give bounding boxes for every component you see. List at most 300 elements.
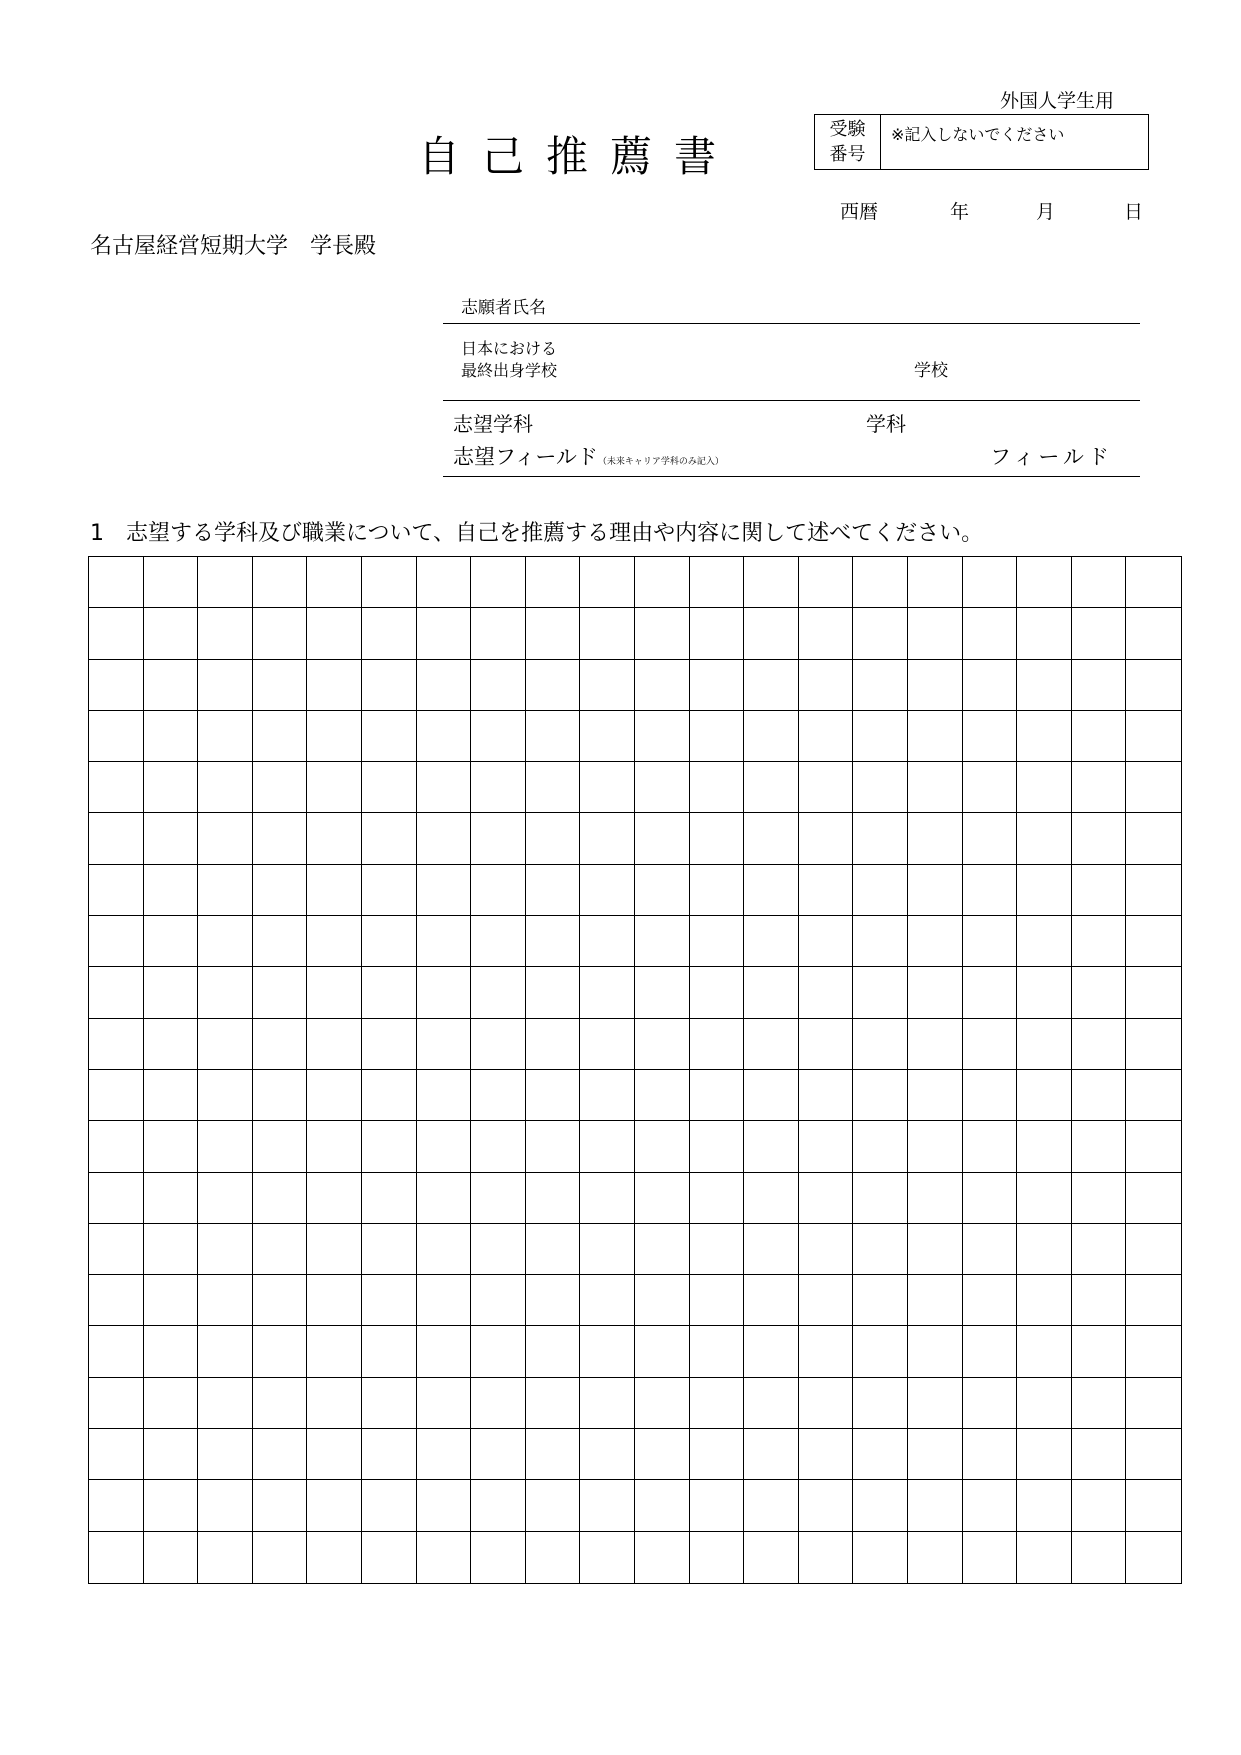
grid-cell[interactable] (908, 1121, 963, 1172)
grid-cell[interactable] (1072, 967, 1127, 1018)
grid-cell[interactable] (417, 1532, 472, 1583)
grid-cell[interactable] (799, 1121, 854, 1172)
grid-cell[interactable] (799, 711, 854, 762)
grid-cell[interactable] (799, 1070, 854, 1121)
grid-cell[interactable] (1126, 1224, 1181, 1275)
grid-cell[interactable] (253, 1173, 308, 1224)
grid-cell[interactable] (1126, 865, 1181, 916)
grid-cell[interactable] (635, 1429, 690, 1480)
grid-cell[interactable] (417, 967, 472, 1018)
grid-cell[interactable] (690, 1275, 745, 1326)
grid-cell[interactable] (417, 1224, 472, 1275)
grid-cell[interactable] (690, 1378, 745, 1429)
grid-cell[interactable] (526, 1275, 581, 1326)
grid-cell[interactable] (1072, 1532, 1127, 1583)
grid-cell[interactable] (144, 711, 199, 762)
grid-cell[interactable] (1126, 608, 1181, 659)
grid-cell[interactable] (690, 660, 745, 711)
grid-cell[interactable] (89, 813, 144, 864)
grid-cell[interactable] (417, 1070, 472, 1121)
grid-cell[interactable] (471, 762, 526, 813)
grid-cell[interactable] (1017, 1275, 1072, 1326)
grid-cell[interactable] (362, 711, 417, 762)
grid-cell[interactable] (144, 608, 199, 659)
grid-cell[interactable] (853, 608, 908, 659)
grid-cell[interactable] (908, 1173, 963, 1224)
grid-cell[interactable] (307, 1429, 362, 1480)
grid-cell[interactable] (89, 608, 144, 659)
grid-cell[interactable] (144, 1019, 199, 1070)
grid-cell[interactable] (799, 1224, 854, 1275)
grid-cell[interactable] (1126, 916, 1181, 967)
grid-cell[interactable] (362, 1173, 417, 1224)
grid-cell[interactable] (1126, 1019, 1181, 1070)
grid-cell[interactable] (253, 1480, 308, 1531)
grid-cell[interactable] (1017, 967, 1072, 1018)
grid-cell[interactable] (799, 916, 854, 967)
grid-cell[interactable] (580, 967, 635, 1018)
grid-cell[interactable] (1126, 1532, 1181, 1583)
grid-cell[interactable] (744, 1173, 799, 1224)
grid-cell[interactable] (417, 865, 472, 916)
grid-cell[interactable] (744, 1070, 799, 1121)
grid-cell[interactable] (89, 1532, 144, 1583)
grid-cell[interactable] (198, 660, 253, 711)
grid-cell[interactable] (690, 762, 745, 813)
grid-cell[interactable] (1017, 660, 1072, 711)
grid-cell[interactable] (89, 557, 144, 608)
grid-cell[interactable] (580, 813, 635, 864)
grid-cell[interactable] (1017, 1429, 1072, 1480)
grid-cell[interactable] (1126, 1480, 1181, 1531)
grid-cell[interactable] (198, 1532, 253, 1583)
grid-cell[interactable] (1126, 1378, 1181, 1429)
grid-cell[interactable] (144, 916, 199, 967)
grid-cell[interactable] (853, 1275, 908, 1326)
grid-cell[interactable] (799, 813, 854, 864)
grid-cell[interactable] (853, 557, 908, 608)
grid-cell[interactable] (963, 1480, 1018, 1531)
grid-cell[interactable] (744, 711, 799, 762)
grid-cell[interactable] (690, 1224, 745, 1275)
grid-cell[interactable] (908, 762, 963, 813)
grid-cell[interactable] (526, 1378, 581, 1429)
grid-cell[interactable] (471, 608, 526, 659)
grid-cell[interactable] (417, 1378, 472, 1429)
grid-cell[interactable] (580, 1173, 635, 1224)
grid-cell[interactable] (417, 1121, 472, 1172)
grid-cell[interactable] (1017, 813, 1072, 864)
grid-cell[interactable] (744, 865, 799, 916)
grid-cell[interactable] (635, 1121, 690, 1172)
grid-cell[interactable] (89, 1275, 144, 1326)
grid-cell[interactable] (635, 1275, 690, 1326)
grid-cell[interactable] (526, 813, 581, 864)
grid-cell[interactable] (417, 916, 472, 967)
grid-cell[interactable] (89, 967, 144, 1018)
grid-cell[interactable] (526, 865, 581, 916)
grid-cell[interactable] (307, 1378, 362, 1429)
grid-cell[interactable] (635, 1173, 690, 1224)
grid-cell[interactable] (635, 1532, 690, 1583)
grid-cell[interactable] (963, 762, 1018, 813)
grid-cell[interactable] (362, 1480, 417, 1531)
grid-cell[interactable] (307, 1326, 362, 1377)
grid-cell[interactable] (853, 1480, 908, 1531)
grid-cell[interactable] (963, 1429, 1018, 1480)
grid-cell[interactable] (307, 813, 362, 864)
grid-cell[interactable] (89, 1121, 144, 1172)
grid-cell[interactable] (89, 711, 144, 762)
grid-cell[interactable] (853, 1378, 908, 1429)
grid-cell[interactable] (362, 762, 417, 813)
grid-cell[interactable] (963, 711, 1018, 762)
grid-cell[interactable] (744, 660, 799, 711)
grid-cell[interactable] (307, 660, 362, 711)
grid-cell[interactable] (1017, 1326, 1072, 1377)
grid-cell[interactable] (1072, 916, 1127, 967)
grid-cell[interactable] (853, 967, 908, 1018)
grid-cell[interactable] (362, 1224, 417, 1275)
grid-cell[interactable] (362, 813, 417, 864)
school-field[interactable] (443, 400, 1140, 401)
grid-cell[interactable] (307, 1275, 362, 1326)
grid-cell[interactable] (963, 1070, 1018, 1121)
grid-cell[interactable] (963, 1224, 1018, 1275)
grid-cell[interactable] (690, 1121, 745, 1172)
grid-cell[interactable] (635, 711, 690, 762)
grid-cell[interactable] (307, 762, 362, 813)
grid-cell[interactable] (635, 1070, 690, 1121)
grid-cell[interactable] (198, 1121, 253, 1172)
grid-cell[interactable] (362, 916, 417, 967)
grid-cell[interactable] (144, 762, 199, 813)
grid-cell[interactable] (253, 711, 308, 762)
grid-cell[interactable] (307, 916, 362, 967)
grid-cell[interactable] (417, 1429, 472, 1480)
grid-cell[interactable] (908, 916, 963, 967)
grid-cell[interactable] (471, 1224, 526, 1275)
grid-cell[interactable] (1017, 711, 1072, 762)
grid-cell[interactable] (744, 1429, 799, 1480)
grid-cell[interactable] (963, 557, 1018, 608)
grid-cell[interactable] (744, 762, 799, 813)
grid-cell[interactable] (1126, 711, 1181, 762)
grid-cell[interactable] (963, 608, 1018, 659)
grid-cell[interactable] (744, 1532, 799, 1583)
grid-cell[interactable] (253, 813, 308, 864)
grid-cell[interactable] (799, 1019, 854, 1070)
grid-cell[interactable] (1017, 916, 1072, 967)
grid-cell[interactable] (1017, 1532, 1072, 1583)
grid-cell[interactable] (362, 660, 417, 711)
grid-cell[interactable] (253, 1378, 308, 1429)
grid-cell[interactable] (635, 608, 690, 659)
grid-cell[interactable] (198, 1378, 253, 1429)
grid-cell[interactable] (799, 1275, 854, 1326)
grid-cell[interactable] (526, 557, 581, 608)
grid-cell[interactable] (690, 711, 745, 762)
grid-cell[interactable] (1126, 762, 1181, 813)
grid-cell[interactable] (963, 1326, 1018, 1377)
grid-cell[interactable] (1072, 557, 1127, 608)
grid-cell[interactable] (635, 865, 690, 916)
grid-cell[interactable] (471, 711, 526, 762)
grid-cell[interactable] (471, 1019, 526, 1070)
grid-cell[interactable] (580, 1480, 635, 1531)
grid-cell[interactable] (744, 1480, 799, 1531)
grid-cell[interactable] (1072, 813, 1127, 864)
grid-cell[interactable] (362, 1070, 417, 1121)
grid-cell[interactable] (144, 1429, 199, 1480)
grid-cell[interactable] (1072, 762, 1127, 813)
grid-cell[interactable] (144, 967, 199, 1018)
grid-cell[interactable] (526, 762, 581, 813)
grid-cell[interactable] (635, 557, 690, 608)
grid-cell[interactable] (307, 711, 362, 762)
grid-cell[interactable] (198, 1429, 253, 1480)
grid-cell[interactable] (1017, 1019, 1072, 1070)
grid-cell[interactable] (963, 1275, 1018, 1326)
grid-cell[interactable] (144, 1070, 199, 1121)
grid-cell[interactable] (1017, 1121, 1072, 1172)
grid-cell[interactable] (853, 1429, 908, 1480)
grid-cell[interactable] (853, 762, 908, 813)
grid-cell[interactable] (89, 1378, 144, 1429)
grid-cell[interactable] (908, 1480, 963, 1531)
grid-cell[interactable] (253, 1121, 308, 1172)
grid-cell[interactable] (471, 557, 526, 608)
grid-cell[interactable] (690, 1532, 745, 1583)
grid-cell[interactable] (417, 557, 472, 608)
grid-cell[interactable] (307, 1121, 362, 1172)
grid-cell[interactable] (198, 865, 253, 916)
grid-cell[interactable] (307, 608, 362, 659)
grid-cell[interactable] (362, 1429, 417, 1480)
grid-cell[interactable] (253, 1326, 308, 1377)
grid-cell[interactable] (198, 762, 253, 813)
grid-cell[interactable] (1126, 557, 1181, 608)
grid-cell[interactable] (471, 1275, 526, 1326)
grid-cell[interactable] (963, 813, 1018, 864)
grid-cell[interactable] (144, 1173, 199, 1224)
grid-cell[interactable] (853, 1173, 908, 1224)
grid-cell[interactable] (963, 865, 1018, 916)
grid-cell[interactable] (89, 660, 144, 711)
grid-cell[interactable] (635, 1480, 690, 1531)
grid-cell[interactable] (908, 557, 963, 608)
grid-cell[interactable] (253, 1070, 308, 1121)
grid-cell[interactable] (362, 1121, 417, 1172)
grid-cell[interactable] (799, 557, 854, 608)
grid-cell[interactable] (417, 762, 472, 813)
grid-cell[interactable] (307, 1224, 362, 1275)
grid-cell[interactable] (471, 865, 526, 916)
grid-cell[interactable] (853, 813, 908, 864)
grid-cell[interactable] (417, 1480, 472, 1531)
grid-cell[interactable] (580, 660, 635, 711)
grid-cell[interactable] (853, 1532, 908, 1583)
grid-cell[interactable] (853, 1121, 908, 1172)
grid-cell[interactable] (908, 660, 963, 711)
grid-cell[interactable] (526, 1429, 581, 1480)
grid-cell[interactable] (908, 865, 963, 916)
grid-cell[interactable] (362, 1275, 417, 1326)
grid-cell[interactable] (744, 1019, 799, 1070)
grid-cell[interactable] (526, 1224, 581, 1275)
grid-cell[interactable] (198, 1480, 253, 1531)
grid-cell[interactable] (417, 711, 472, 762)
grid-cell[interactable] (144, 813, 199, 864)
grid-cell[interactable] (526, 967, 581, 1018)
grid-cell[interactable] (471, 916, 526, 967)
grid-cell[interactable] (744, 1326, 799, 1377)
grid-cell[interactable] (963, 1532, 1018, 1583)
grid-cell[interactable] (799, 865, 854, 916)
grid-cell[interactable] (853, 1070, 908, 1121)
grid-cell[interactable] (908, 1070, 963, 1121)
grid-cell[interactable] (853, 1326, 908, 1377)
grid-cell[interactable] (198, 1275, 253, 1326)
grid-cell[interactable] (471, 1480, 526, 1531)
grid-cell[interactable] (89, 1326, 144, 1377)
grid-cell[interactable] (799, 1429, 854, 1480)
grid-cell[interactable] (253, 1429, 308, 1480)
grid-cell[interactable] (1072, 1070, 1127, 1121)
grid-cell[interactable] (362, 608, 417, 659)
grid-cell[interactable] (908, 1429, 963, 1480)
grid-cell[interactable] (580, 1019, 635, 1070)
grid-cell[interactable] (253, 1532, 308, 1583)
grid-cell[interactable] (853, 711, 908, 762)
grid-cell[interactable] (1072, 608, 1127, 659)
grid-cell[interactable] (1126, 660, 1181, 711)
grid-cell[interactable] (799, 1532, 854, 1583)
grid-cell[interactable] (89, 1429, 144, 1480)
grid-cell[interactable] (1017, 762, 1072, 813)
grid-cell[interactable] (1072, 1019, 1127, 1070)
grid-cell[interactable] (1017, 1173, 1072, 1224)
grid-cell[interactable] (89, 1480, 144, 1531)
grid-cell[interactable] (690, 916, 745, 967)
grid-cell[interactable] (963, 660, 1018, 711)
grid-cell[interactable] (307, 1480, 362, 1531)
grid-cell[interactable] (526, 660, 581, 711)
grid-cell[interactable] (89, 1070, 144, 1121)
grid-cell[interactable] (526, 1121, 581, 1172)
grid-cell[interactable] (198, 1070, 253, 1121)
grid-cell[interactable] (690, 813, 745, 864)
grid-cell[interactable] (690, 1019, 745, 1070)
grid-cell[interactable] (580, 1429, 635, 1480)
grid-cell[interactable] (963, 1019, 1018, 1070)
grid-cell[interactable] (690, 865, 745, 916)
grid-cell[interactable] (690, 608, 745, 659)
grid-cell[interactable] (853, 1224, 908, 1275)
grid-cell[interactable] (362, 1378, 417, 1429)
grid-cell[interactable] (1072, 711, 1127, 762)
grid-cell[interactable] (253, 660, 308, 711)
grid-cell[interactable] (908, 1326, 963, 1377)
grid-cell[interactable] (744, 1378, 799, 1429)
grid-cell[interactable] (471, 1070, 526, 1121)
grid-cell[interactable] (89, 762, 144, 813)
grid-cell[interactable] (89, 865, 144, 916)
grid-cell[interactable] (1017, 1480, 1072, 1531)
grid-cell[interactable] (635, 1378, 690, 1429)
grid-cell[interactable] (417, 1019, 472, 1070)
grid-cell[interactable] (362, 1326, 417, 1377)
grid-cell[interactable] (799, 660, 854, 711)
grid-cell[interactable] (89, 1019, 144, 1070)
grid-cell[interactable] (908, 1275, 963, 1326)
grid-cell[interactable] (799, 1378, 854, 1429)
grid-cell[interactable] (580, 916, 635, 967)
grid-cell[interactable] (580, 865, 635, 916)
grid-cell[interactable] (1017, 608, 1072, 659)
grid-cell[interactable] (89, 1173, 144, 1224)
grid-cell[interactable] (635, 660, 690, 711)
grid-cell[interactable] (635, 967, 690, 1018)
grid-cell[interactable] (362, 1019, 417, 1070)
grid-cell[interactable] (198, 916, 253, 967)
grid-cell[interactable] (144, 1275, 199, 1326)
grid-cell[interactable] (635, 916, 690, 967)
grid-cell[interactable] (417, 1275, 472, 1326)
grid-cell[interactable] (362, 967, 417, 1018)
grid-cell[interactable] (417, 1173, 472, 1224)
grid-cell[interactable] (799, 1326, 854, 1377)
grid-cell[interactable] (580, 557, 635, 608)
grid-cell[interactable] (580, 608, 635, 659)
grid-cell[interactable] (963, 916, 1018, 967)
grid-cell[interactable] (526, 1019, 581, 1070)
grid-cell[interactable] (799, 967, 854, 1018)
grid-cell[interactable] (198, 1173, 253, 1224)
grid-cell[interactable] (253, 916, 308, 967)
grid-cell[interactable] (307, 557, 362, 608)
grid-cell[interactable] (526, 1326, 581, 1377)
grid-cell[interactable] (198, 967, 253, 1018)
grid-cell[interactable] (198, 608, 253, 659)
grid-cell[interactable] (362, 865, 417, 916)
grid-cell[interactable] (635, 1019, 690, 1070)
grid-cell[interactable] (690, 1070, 745, 1121)
grid-cell[interactable] (1126, 1429, 1181, 1480)
grid-cell[interactable] (690, 1326, 745, 1377)
grid-cell[interactable] (144, 1532, 199, 1583)
grid-cell[interactable] (690, 967, 745, 1018)
grid-cell[interactable] (690, 1173, 745, 1224)
grid-cell[interactable] (1072, 865, 1127, 916)
grid-cell[interactable] (799, 762, 854, 813)
grid-cell[interactable] (580, 1326, 635, 1377)
grid-cell[interactable] (198, 1019, 253, 1070)
grid-cell[interactable] (963, 1173, 1018, 1224)
grid-cell[interactable] (144, 660, 199, 711)
grid-cell[interactable] (908, 711, 963, 762)
grid-cell[interactable] (144, 557, 199, 608)
grid-cell[interactable] (253, 967, 308, 1018)
grid-cell[interactable] (144, 1480, 199, 1531)
grid-cell[interactable] (471, 660, 526, 711)
grid-cell[interactable] (744, 813, 799, 864)
grid-cell[interactable] (471, 967, 526, 1018)
grid-cell[interactable] (1017, 1378, 1072, 1429)
grid-cell[interactable] (1072, 1121, 1127, 1172)
grid-cell[interactable] (471, 1378, 526, 1429)
grid-cell[interactable] (198, 557, 253, 608)
